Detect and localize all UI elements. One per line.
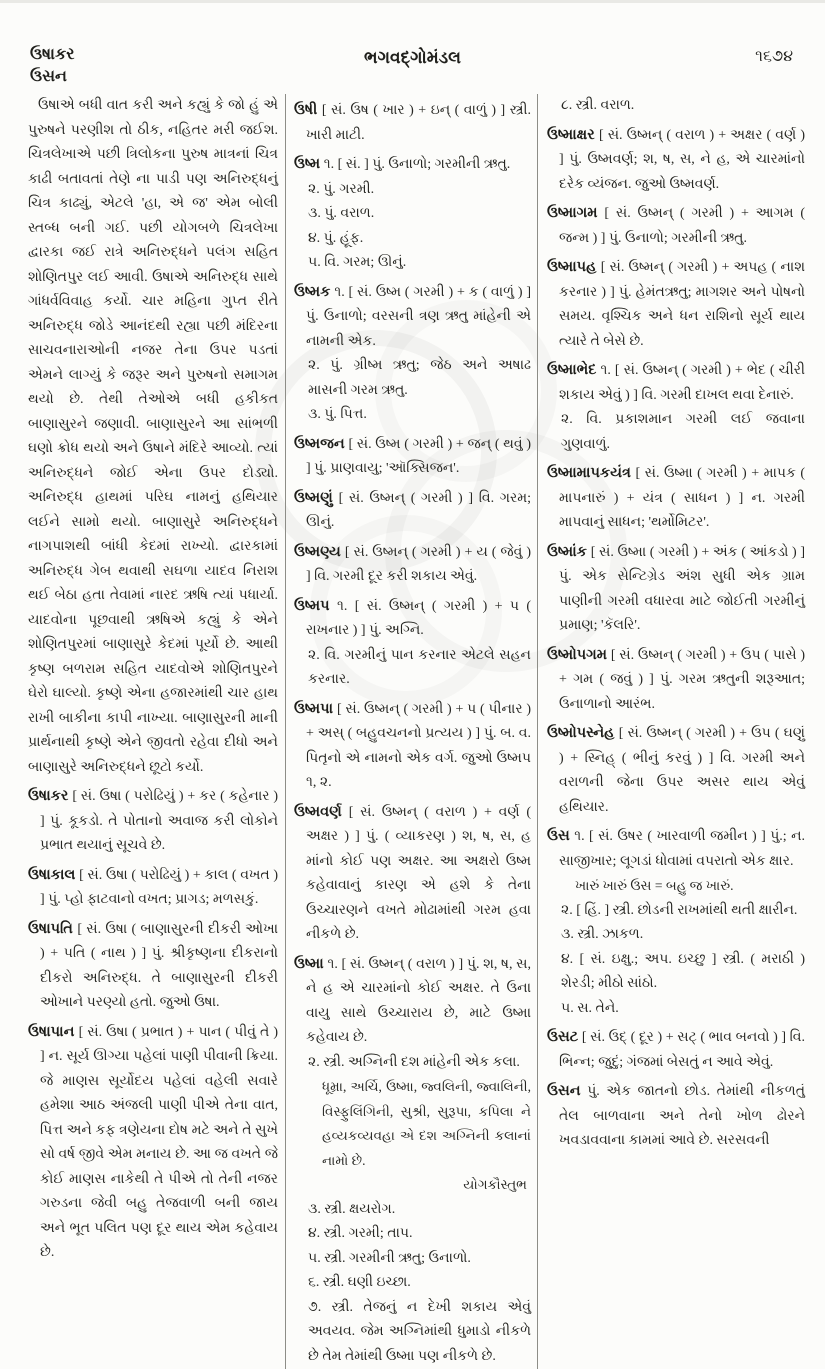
entry-text: ૨. પું. ગ્રીષ્મ ઋતુ; જેઠ અને અષાઢ માસની ગરમ ઋતુ.: [308, 358, 531, 398]
entry-text: ૧. [ સં. ઉષર ( ખારવાળી જમીન ) ] પું.; ન. સાજીખાર; લૂગડાં ધોવામાં વપરાતો એક ક્ષાર.: [559, 829, 805, 869]
dictionary-entry: [294, 540, 531, 590]
headword: ઉષ્મણ્ય: [294, 544, 345, 560]
page-number: ૧૬૭૪: [755, 48, 793, 66]
text-block: [294, 354, 531, 403]
headword: ઉષ્મામાપકયંત્ર: [547, 465, 636, 481]
headword: ઉષ્માંક: [547, 544, 591, 560]
headword: ઉષ્માપહ: [547, 259, 601, 275]
text-block: [547, 948, 805, 997]
entry-text: ૫. વિ. ગરમ; ઊનું.: [308, 255, 406, 270]
headword: ઉષ્માક્ષર: [547, 127, 599, 143]
entry-text: [ સં. ઉષા ( બાણાસુરની દીકરી ઓખા ) + પતિ ( નાથ ) ] પું. શ્રીકૃષ્ણના દીકરાનો દીકરો અનિરુદ્ધ. તે બાણાસુરની દીકરી ઓખાને પરણ્યો હતો. જુઓ ઉષા.: [40, 922, 278, 1011]
text-block: [547, 408, 805, 457]
entry-text: [ સં. ઉષા ( પરોઢિયું ) + કર ( કહેનાર ) ] પું. કૂકડો. તે પોતાનો અવાજ કરી લોકોને પ્રભાત થયાનું સૂચવે છે.: [40, 789, 278, 853]
dictionary-entry: [28, 863, 278, 913]
headword: ઉષ્મજન: [294, 436, 348, 452]
headword: ઉષ્મણું: [294, 490, 339, 506]
entry-text: ૪. પું. હૂંફ.: [308, 231, 363, 246]
column-1: [28, 94, 285, 1369]
dictionary-entry: [28, 917, 278, 1016]
dictionary-entry: [294, 594, 531, 644]
page-title: ભગવદ્ગોમંડલ: [0, 48, 825, 68]
text-block: [547, 94, 805, 119]
text-block: [547, 997, 805, 1022]
dictionary-entry: [547, 721, 805, 820]
headword: ઉષ્મોપસ્નેહ: [547, 725, 619, 741]
column-2: [285, 94, 537, 1369]
entry-text: યોગકૌસ્તુભ: [463, 1177, 527, 1192]
entry-text: [ સં. ઉષ્મન્ ( ગરમી ) + ઉપ ( ઘણું ) + સ્નિહ્ ( ભીનું કરવું ) ] વિ. ગરમી અને વરાળની જેના ઉપર અસર થાય એવું હથિયાર.: [559, 726, 805, 815]
entry-text: ૧. [ સં. ઉષ્મન્ ( વરાળ ) ] પું. શ, ષ, સ, ને હ એ ચારમાંનો કોઈ અક્ષર. તે ઉના વાયુ સાથે ઉચ્ચારાય છે, માટે ઉષ્મા કહેવાય છે.: [306, 957, 531, 1046]
headword: ઉષ્માગમ: [547, 205, 604, 221]
entry-text: ઉષાએ બધી વાત કરી અને કહ્યું કે જો હું એ પુરુષને પરણીશ તો ઠીક, નહિતર મરી જઈશ. ચિત્રલેખાએ પછી ત્રિલોકના પુરુષ માત્રનાં ચિત્ર કાઢી બતાવતાં તેણે ના પાડી પણ અનિરુદ્ધનું ચિત્ર કાઢ્યું, એટલે 'હા, એ જ' એમ બોલી સ્તબ્ધ બની ગઈ. પછી યોગબળે ચિત્રલેખા દ્વારકા જઈ રાત્રે અનિરુદ્ધને પલંગ સહિત શોણિતપુર લઈ આવી. ઉષાએ અનિરુદ્ધ સાથે ગાંધર્વવિવાહ કર્યો. ચાર મહિના ગુપ્ત રીતે અનિરુદ્ધ જોડે આનંદથી રહ્યા પછી મંદિરના સાચવનારાઓની નજર તેના ઉપર પડતાં એમને લાગ્યું કે જરૂર અને પુરુષનો સમાગમ થયો છે. તેથી તેઓએ બધી હકીકત બાણાસુરને જણાવી. બાણાસુરને આ સાંભળી ઘણો ક્રોધ થયો અને ઉષાને મંદિરે આવ્યો. ત્યાં અનિરુદ્ધને જોઈ એના ઉપર દોડ્યો. અનિરુદ્ધ હાથમાં પરિઘ નામનું હથિયાર લઈને સામો થયો. બાણાસુરે અનિરુદ્ધને નાગપાશથી બાંધી કેદમાં રાખ્યો. દ્વારકામાં અનિરુદ્ધ ગેબ થવાથી સઘળા યાદવ નિરાશ થઈ બેઠા હતા તેવામાં નારદ ઋષિ ત્યાં પધાર્યા. યાદવોના પૂછવાથી ઋષિએ કહ્યું કે એને શોણિતપુરમાં બાણાસુરે કેદમાં પૂર્યો છે. આથી કૃષ્ણ બળરામ સહિત યાદવોએ શોણિતપુરને ઘેરો ઘાલ્યો. કૃષ્ણે એના હજારમાંથી ચાર હાથ રાખી બાકીના કાપી નાખ્યા. બાણાસુરની માની પ્રાર્થનાથી કૃષ્ણે એને જીવતો રહેવા દીધો અને બાણાસુરે અનિરુદ્ધને છૂટો કર્યો.: [28, 98, 278, 775]
headword: ઉષ્મ: [294, 156, 324, 172]
headword: ઉષ્મપા: [294, 701, 337, 717]
dictionary-entry: [547, 358, 805, 408]
entry-text: ૪. [ સં. ઇક્ષુ.; અપ. ઇચ્છુ ] સ્ત્રી. ( મરાઠી ) શેરડી; મીઠો સાંઠો.: [561, 952, 805, 992]
dictionary-entry: [547, 123, 805, 198]
dictionary-entry: [547, 540, 805, 639]
entry-text: ૨. [ હિં. ] સ્ત્રી. છોડની રાખમાંથી થતી ક્ષારીન.: [561, 903, 797, 918]
entry-text: ૧. [ સં. ] પું. ઉનાળો; ગરમીની ઋતુ.: [324, 157, 511, 172]
dictionary-entry: [294, 800, 531, 948]
headword: ઉષાકર: [28, 788, 72, 804]
text-block: [294, 1271, 531, 1296]
entry-text: [ સં. ઉષ્મન્ ( વરાળ ) + અક્ષર ( વર્ણ ) ] પું. ઉષ્મવર્ણ; શ, ષ, સ, ને હ, એ ચારમાંનો દરેક વ્યંજન. જુઓ ઉષ્મવર્ણ.: [559, 128, 805, 192]
dictionary-entry: [547, 201, 805, 251]
entry-text: ૫. સ. તેને.: [561, 1001, 619, 1016]
page-header: [0, 0, 825, 92]
text-block: [294, 202, 531, 227]
entry-text: પું. એક જાતનો છોડ. તેમાંથી નીકળતું તેલ બાળવાના અને તેનો ખોળ ઢોરને ખવડાવવાના કામમાં આવે છે. સરસવની: [559, 1084, 805, 1148]
headword: ઉસટ: [547, 1029, 582, 1045]
entry-text: ૧. [ સં. ઉષ્મ ( ગરમી ) + ક ( વાળું ) ] પું. ઉનાળો; વરસની ત્રણ ઋતુ માંહેની એ નામની એક.: [306, 285, 531, 349]
text-block: [28, 94, 278, 780]
entry-text: [ સં. ઉષ્મ ( ગરમી ) + જન્ ( થવું ) ] પું. પ્રાણવાયુ; 'ઑક્સિજન'.: [306, 437, 531, 477]
text-block: [294, 644, 531, 693]
entry-text: [ સં. ઉદ્ ( દૂર ) + સટ્ ( ભાવ બનવો ) ] વિ. ભિન્ન; જુદું; ગંજમાં બેસતું ન આવે એવું.: [559, 1030, 805, 1070]
text-block: [294, 1222, 531, 1247]
entry-text: [ સં. ઉષા ( પરોઢિયું ) + કાલ ( વખત ) ] પું. પ્હો ફાટવાનો વખત; પ્રાગડ; મળસકું.: [40, 868, 278, 908]
citation-text: [294, 1173, 531, 1198]
entry-text: ૧. [ સં. ઉષ્મન્ ( ગરમી ) + ભેદ ( ચીરી શકાય એવું ) ] વિ. ગરમી દાખલ થવા દેનારું.: [559, 363, 805, 403]
text-block: [294, 403, 531, 428]
headword: ઉષ્મવર્ણ: [294, 804, 349, 820]
entry-text: ૨. વિ. પ્રકાશમાન ગરમી લઈ જવાના ગુણવાળું.: [561, 412, 805, 452]
entry-text: [ સં. ઉષ્મન્ ( ગરમી ) + પ ( પીનાર ) + અસ્ ( બહુવચનનો પ્રત્યય ) ] પું. બ. વ. પિતૃનો એ નામનો એક વર્ગ. જુઓ ઉષ્મપ ૧, ૨.: [306, 702, 531, 791]
dictionary-entry: [294, 486, 531, 536]
entry-text: ૫. સ્ત્રી. ગરમીની ઋતુ; ઉનાળો.: [308, 1251, 471, 1266]
entry-text: [ સં. ઉષ્મન્ ( ગરમી ) + ઉપ ( પાસે ) + ગમ ( જવું ) ] પું. ગરમ ઋતુની શરૂઆત; ઉનાળાનો આરંભ.: [559, 648, 805, 712]
dictionary-columns: [28, 94, 805, 1369]
headword: ઉષ્મોપગમ: [547, 647, 611, 663]
entry-text: ૭. સ્ત્રી. તેજનું ન દેખી શકાય એવું અવયવ. જેમ અગ્નિમાંથી ધુમાડો નીકળે છે તેમ તેમાંથી ઉષ્મા પણ નીકળે છે.: [308, 1300, 531, 1364]
column-3: [537, 94, 805, 1369]
entry-text: [ સં. ઉષ્મન્ ( વરાળ ) + વર્ણ ( અક્ષર ) ] પું. ( વ્યાકરણ ) શ, ષ, સ, હ માંનો કોઈ પણ અક્ષર. આ અક્ષરો ઉષ્મ કહેવાવાનું કારણ એ હશે કે તેના ઉચ્ચારણને વખતે મોઢામાંથી ગરમ હવા નીકળે છે.: [306, 805, 531, 943]
headword: ઉષ્મક: [294, 284, 334, 300]
headword: ઉષ્માભેદ: [547, 362, 601, 378]
dictionary-entry: [294, 98, 531, 148]
dictionary-entry: [28, 784, 278, 859]
text-block: [294, 251, 531, 276]
text-block: [547, 923, 805, 948]
entry-text: ૬. સ્ત્રી. ઘણી ઇચ્છા.: [308, 1275, 411, 1290]
headword: ઉસ: [547, 828, 574, 844]
guide-word-top: ઉષાકર: [30, 44, 795, 66]
text-block: [294, 178, 531, 203]
entry-text: ૩. સ્ત્રી. ક્ષયરોગ.: [308, 1202, 395, 1217]
text-block: [547, 874, 805, 899]
headword: ઉષાપાન: [28, 1024, 79, 1040]
headword: ઉષાપતિ: [28, 921, 77, 937]
entry-text: [ સં. ઉષ્મન્ ( ગરમી ) + અપહ ( નાશ કરનાર ) ] પું. હેમંતઋતુ; માગશર અને પોષનો સમય. વૃશ્ચિક અને ધન રાશિનો સૂર્ય થાય ત્યારે તે બેસે છે.: [559, 260, 805, 349]
entry-text: ૩. સ્ત્રી. ઝાકળ.: [561, 927, 643, 942]
dictionary-entry: [547, 255, 805, 354]
entry-text: ધૂમ્રા, અર્ચિ, ઉષ્મા, જ્વલિની, જ્વાલિની, વિસ્ફુલિંગિની, સુશ્રી, સુરૂપા, કપિલા ને હવ્યકવ્યવહા એ દશ અગ્નિની કલાનાં નામો છે.: [322, 1079, 531, 1168]
entry-text: [ સં. ઉષા ( પ્રભાત ) + પાન ( પીવું તે ) ] ન. સૂર્ય ઊગ્યા પહેલાં પાણી પીવાની ક્રિયા. જે માણસ સૂર્યોદય પહેલાં વહેલી સવારે હમેશા આઠ અંજલી પાણી પીએ તેના વાત, પિત્ત અને કફ ત્રણેયના દોષ મટે અને તે સુખે સો વર્ષ જીવે એમ મનાય છે. આ જ વખતે જે કોઈ માણસ નાકેથી તે પીએ તો તેની નજર ગરુડના જેવી બહુ તેજવાળી બની જાય અને ભૂત પલિત પણ દૂર થાય એમ કહેવાય છે.: [40, 1025, 278, 1261]
dictionary-entry: [547, 824, 805, 874]
headword: ઉષ્મા: [294, 956, 328, 972]
dictionary-entry: [547, 643, 805, 718]
dictionary-entry: [547, 1079, 805, 1154]
entry-text: ૨. વિ. ગરમીનું પાન કરનાર એટલે સહન કરનાર.: [308, 648, 531, 688]
entry-text: ૨. પું. ગરમી.: [308, 182, 374, 197]
entry-text: ૩. પું. પિત્ત.: [308, 407, 367, 422]
dictionary-entry: [294, 280, 531, 355]
text-block: [294, 1051, 531, 1076]
entry-text: [ સં. ઉષ્મા ( ગરમી ) + અંક ( આંકડો ) ] પું. એક સેન્ટિગ્રેડ અંશ સુધી એક ગ્રામ પાણીની ગરમી વધારવા માટે જોઈતી ગરમીનું પ્રમાણ; 'કૅલરિ'.: [559, 545, 805, 634]
dictionary-entry: [294, 152, 531, 178]
entry-text: [ સં. ઉષ્મન્ ( ગરમી ) ] વિ. ગરમ; ઊનું.: [306, 491, 531, 531]
headword: ઉષી: [294, 102, 322, 118]
text-block: [294, 1247, 531, 1272]
entry-text: ૧. [ સં. ઉષ્મન્ ( ગરમી ) + પ ( રાખનાર ) ] પું. અગ્નિ.: [306, 599, 531, 639]
text-block: [547, 899, 805, 924]
entry-text: ૮. સ્ત્રી. વરાળ.: [561, 98, 634, 113]
entry-text: ૪. સ્ત્રી. ગરમી; તાપ.: [308, 1226, 413, 1241]
text-block: [294, 1296, 531, 1369]
guide-word-bottom: ઉસન: [30, 66, 795, 88]
entry-text: [ સં. ઉષ્મન્ ( ગરમી ) + ય ( જેવું ) ] વિ. ગરમી દૂર કરી શકાય એવું.: [306, 545, 531, 585]
dictionary-entry: [294, 697, 531, 796]
dictionary-entry: [294, 432, 531, 482]
entry-text: [ સં. ઉષ્મા ( ગરમી ) + માપક ( માપનારું ) + યંત્ર ( સાધન ) ] ન. ગરમી માપવાનું સાધન; 'થર્મોમિટર'.: [559, 466, 805, 530]
entry-text: ખારું ખારું ઉસ = બહુ જ ખારું.: [575, 878, 734, 893]
text-block: [294, 227, 531, 252]
entry-text: [ સં. ઉષ્મન્ ( ગરમી ) + આગમ ( જન્મ ) ] પું. ઉનાળો; ગરમીની ઋતુ.: [559, 206, 805, 246]
entry-text: ૨. સ્ત્રી. અગ્નિની દશ માંહેની એક કલા.: [308, 1055, 520, 1070]
headword: ઉષાકાલ: [28, 867, 79, 883]
text-block: [294, 1075, 531, 1173]
dictionary-entry: [547, 1025, 805, 1075]
headword: ઉસન: [547, 1083, 587, 1099]
entry-text: [ સં. ઉષ ( ખાર ) + ઇન્ ( વાળું ) ] સ્ત્રી. ખારી માટી.: [306, 103, 531, 143]
entry-text: ૩. પું. વરાળ.: [308, 206, 374, 221]
headword: ઉષ્મપ: [294, 598, 337, 614]
dictionary-entry: [28, 1020, 278, 1266]
dictionary-entry: [294, 952, 531, 1051]
text-block: [294, 1198, 531, 1223]
dictionary-entry: [547, 461, 805, 536]
